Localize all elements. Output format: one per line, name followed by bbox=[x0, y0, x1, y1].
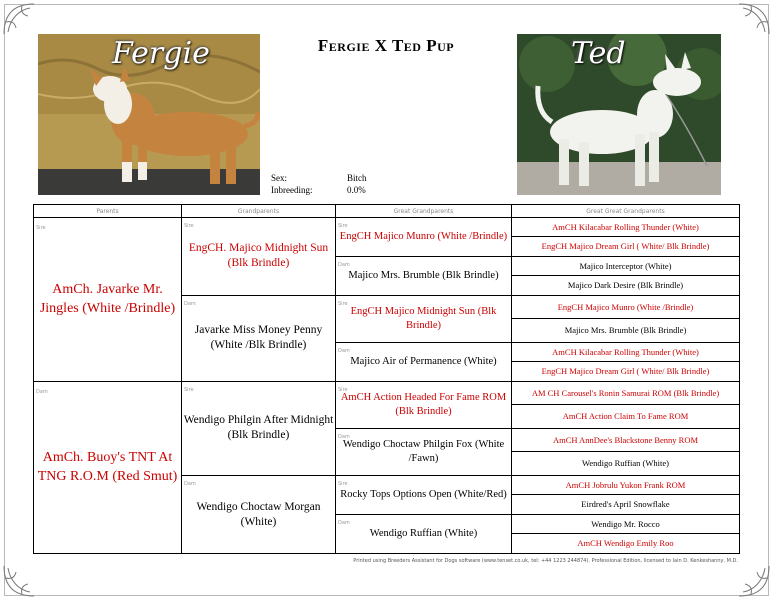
great-great-grandparent-name: EngCH Majico Dream Girl ( White/ Blk Brindle) bbox=[541, 241, 710, 252]
great-great-grandparent-name: Wendigo Ruffian (White) bbox=[582, 458, 669, 469]
corner-ornament-bottom-right bbox=[737, 564, 771, 598]
great-great-grandparent-name: Majico Mrs. Brumble (Blk Brindle) bbox=[564, 325, 687, 336]
great-great-grandparent-name: EngCH Majico Munro (White /Brindle) bbox=[557, 301, 694, 312]
great-great-grandparent-name: Wendigo Mr. Rocco bbox=[591, 518, 660, 529]
grandparent-cell bbox=[182, 381, 336, 475]
great-grandparent-name: Majico Air of Permanence (White) bbox=[350, 355, 497, 367]
sire-dam-tag: Sire bbox=[338, 481, 348, 487]
great-grandparent-cell bbox=[336, 256, 512, 295]
great-grandparent-name: Wendigo Choctaw Philgin Fox (White /Fawn) bbox=[342, 438, 505, 464]
great-great-grandparent-name: Majico Interceptor (White) bbox=[579, 260, 672, 271]
great-great-grandparent-name: AmCH Wendigo Emily Roo bbox=[577, 538, 674, 549]
sire-dam-tag: Dam bbox=[338, 433, 350, 440]
sire-dam-tag: Dam bbox=[36, 388, 48, 395]
parent-cell bbox=[34, 218, 182, 382]
grandparent-cell bbox=[182, 218, 336, 296]
great-grandparent-name: Wendigo Ruffian (White) bbox=[369, 527, 478, 539]
great-great-grandparent-cell bbox=[512, 428, 740, 452]
great-great-grandparent-cell bbox=[512, 256, 740, 275]
great-great-grandparent-cell bbox=[512, 514, 740, 533]
inbreeding-label: Inbreeding: bbox=[271, 185, 313, 195]
sire-dam-tag: Dam bbox=[338, 261, 350, 268]
sire-photo-label: Fergie bbox=[112, 36, 210, 71]
grandparent-cell bbox=[182, 476, 336, 554]
dam-photo bbox=[517, 34, 721, 195]
header-parents: Parents bbox=[34, 205, 182, 218]
grandparent-name: Wendigo Choctaw Morgan (White) bbox=[196, 500, 321, 528]
sire-dam-tag: Sire bbox=[338, 223, 348, 229]
pedigree-title: Fergie X Ted Pup bbox=[317, 36, 455, 55]
pedigree-row bbox=[34, 381, 740, 405]
great-great-grandparent-name: AmCH AnnDee's Blackstone Benny ROM bbox=[552, 434, 699, 445]
corner-ornament-bottom-left bbox=[2, 564, 36, 598]
sire-dam-tag: Sire bbox=[338, 386, 348, 393]
great-great-grandparent-cell bbox=[512, 452, 740, 476]
dam-photo-label: Ted bbox=[571, 36, 626, 71]
great-grandparent-cell bbox=[336, 428, 512, 475]
sire-dam-tag: Dam bbox=[338, 519, 350, 526]
great-great-grandparent-name: AmCH Jobrulu Yukon Frank ROM bbox=[565, 479, 686, 490]
pedigree-body bbox=[34, 218, 740, 554]
great-great-grandparent-cell bbox=[512, 534, 740, 554]
great-great-grandparent-cell bbox=[512, 295, 740, 319]
grandparent-name: Wendigo Philgin After Midnight (Blk Brindle) bbox=[183, 414, 334, 442]
great-grandparent-cell bbox=[336, 514, 512, 553]
great-grandparent-cell bbox=[336, 295, 512, 342]
great-grandparent-name: EngCH Majico Munro (White /Brindle) bbox=[339, 230, 508, 242]
sire-dam-tag: Dam bbox=[338, 347, 350, 354]
pedigree-row bbox=[34, 218, 740, 237]
parent-name: AmCh. Javarke Mr. Jingles (White /Brindle) bbox=[39, 282, 176, 317]
great-great-grandparent-cell bbox=[512, 237, 740, 256]
header-grandparents: Grandparents bbox=[182, 205, 336, 218]
great-great-grandparent-cell bbox=[512, 319, 740, 343]
great-great-grandparent-name: Majico Dark Desire (Blk Brindle) bbox=[567, 280, 684, 291]
sire-dam-tag: Dam bbox=[184, 481, 196, 487]
great-great-grandparent-name: AM CH Carousel's Ronin Samurai ROM (Blk Brindle) bbox=[531, 387, 720, 398]
great-great-grandparent-name: EngCH Majico Dream Girl ( White/ Blk Brindle) bbox=[541, 366, 710, 377]
great-great-grandparent-cell bbox=[512, 495, 740, 514]
great-grandparent-cell bbox=[336, 381, 512, 428]
great-grandparent-cell bbox=[336, 476, 512, 515]
header-great-great-grandparents: Great Great Grandparents bbox=[512, 205, 740, 218]
pedigree-table bbox=[33, 204, 740, 554]
great-great-grandparent-name: AmCH Kilacabar Rolling Thunder (White) bbox=[552, 221, 699, 232]
grandparent-name: EngCH. Majico Midnight Sun (Blk Brindle) bbox=[188, 242, 329, 270]
sex-value: Bitch bbox=[347, 173, 367, 183]
sex-label: Sex: bbox=[271, 173, 288, 183]
great-grandparent-name: Majico Mrs. Brumble (Blk Brindle) bbox=[348, 269, 499, 281]
great-grandparent-name: Rocky Tops Options Open (White/Red) bbox=[340, 488, 507, 500]
great-grandparent-name: AmCH Action Headed For Fame ROM (Blk Brindle) bbox=[340, 391, 507, 417]
great-great-grandparent-cell bbox=[512, 276, 740, 295]
great-great-grandparent-cell bbox=[512, 362, 740, 381]
parent-cell bbox=[34, 381, 182, 553]
corner-ornament-top-right bbox=[737, 2, 771, 36]
sire-dam-tag: Sire bbox=[338, 300, 348, 307]
pedigree-header-row bbox=[34, 205, 740, 218]
footer-credit: Printed using Breeders Assistant for Dogs software (www.tenset.co.uk, tel: +44 1223 244874). Professional Edition, licensed to Iain D. Kenkeshanny, M.D. bbox=[353, 558, 738, 564]
great-grandparent-cell bbox=[336, 342, 512, 381]
sire-dam-tag: Dam bbox=[184, 300, 196, 307]
corner-ornament-top-left bbox=[2, 2, 36, 36]
great-great-grandparent-name: AmCH Action Claim To Fame ROM bbox=[562, 411, 689, 422]
sire-dam-tag: Sire bbox=[36, 225, 46, 231]
great-grandparent-name: EngCH Majico Midnight Sun (Blk Brindle) bbox=[350, 305, 497, 331]
header-great-grandparents: Great Grandparents bbox=[336, 205, 512, 218]
parent-name: AmCh. Buoy's TNT At TNG R.O.M (Red Smut) bbox=[37, 450, 178, 485]
grandparent-name: Javarke Miss Money Penny (White /Blk Brindle) bbox=[194, 324, 323, 352]
great-great-grandparent-cell bbox=[512, 405, 740, 429]
great-great-grandparent-cell bbox=[512, 476, 740, 495]
great-grandparent-cell bbox=[336, 218, 512, 257]
inbreeding-value: 0.0% bbox=[347, 185, 366, 195]
great-great-grandparent-name: Eirdred's April Snowflake bbox=[581, 499, 670, 510]
great-great-grandparent-cell bbox=[512, 218, 740, 237]
great-great-grandparent-name: AmCH Kilacabar Rolling Thunder (White) bbox=[552, 346, 699, 357]
grandparent-cell bbox=[182, 295, 336, 381]
sire-dam-tag: Sire bbox=[184, 386, 194, 393]
sire-photo bbox=[38, 34, 260, 195]
great-great-grandparent-cell bbox=[512, 381, 740, 405]
sire-dam-tag: Sire bbox=[184, 223, 194, 229]
great-great-grandparent-cell bbox=[512, 342, 740, 361]
